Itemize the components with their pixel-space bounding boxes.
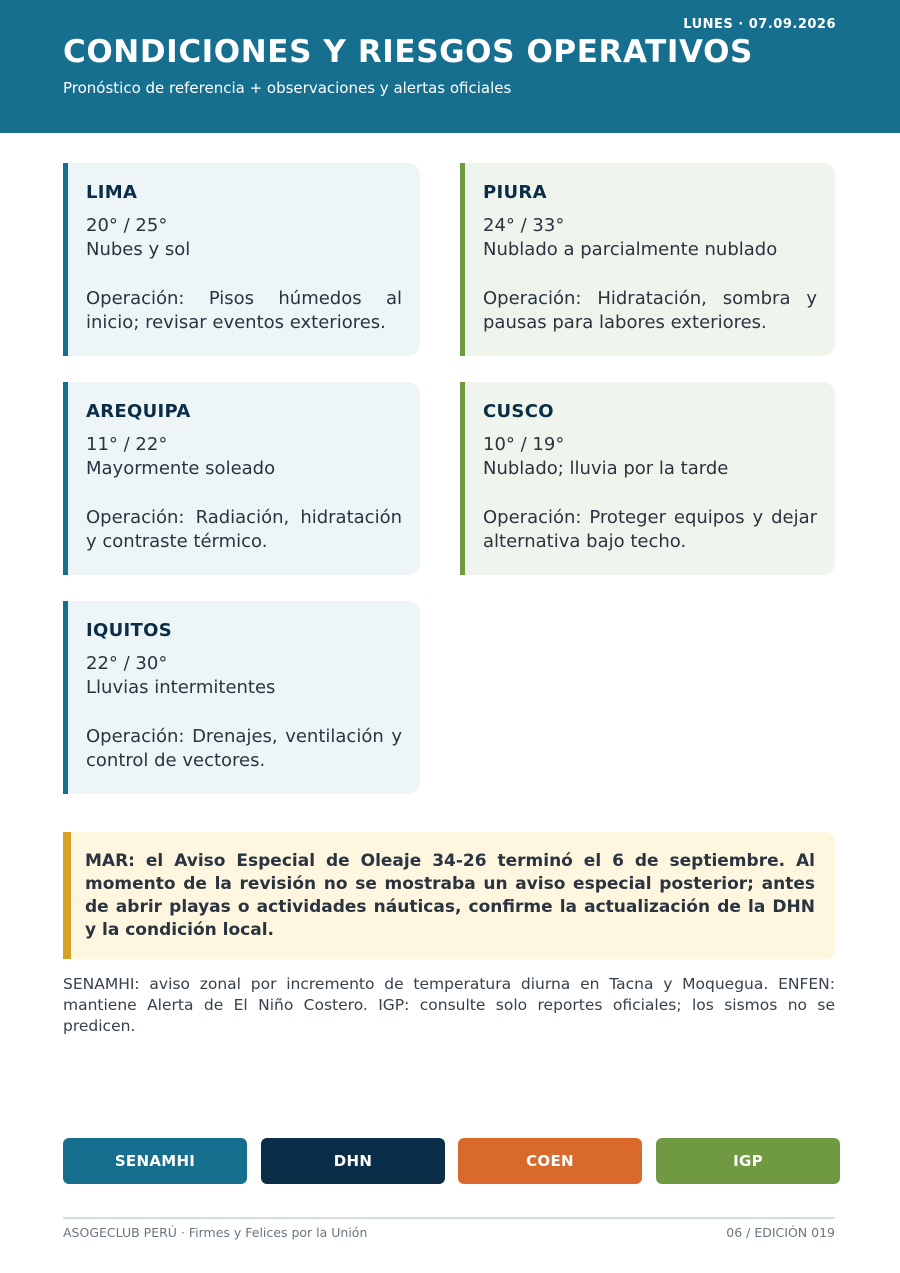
city-card-iquitos [63, 601, 420, 794]
city-name: CUSCO [483, 401, 554, 422]
city-name: AREQUIPA [86, 401, 191, 422]
city-card-lima [63, 163, 420, 356]
agencies-note: SENAMHI: aviso zonal por incremento de temperatura diurna en Tacna y Moquegua. ENFEN: mantiene Alerta de El Niño Costero. IGP: consulte solo reportes oficiales; los sismos no se predicen. [63, 975, 835, 1035]
city-condition: Nublado a parcialmente nublado [483, 239, 778, 260]
sea-alert-box [63, 832, 835, 959]
city-card-cusco [460, 382, 835, 575]
city-operation: Operación: Pisos húmedos al inicio; revisar eventos exteriores. [86, 288, 402, 333]
sea-alert-text: MAR: el Aviso Especial de Oleaje 34-26 terminó el 6 de septiembre. Al momento de la revisión no se mostraba un aviso especial posterior; antes de abrir playas o actividades náuticas, confirme la actualización de la DHN y la condición local. [85, 851, 815, 940]
city-name: IQUITOS [86, 620, 172, 641]
city-condition: Nublado; lluvia por la tarde [483, 458, 729, 479]
city-operation: Operación: Drenajes, ventilación y control de vectores. [86, 726, 402, 771]
city-name: LIMA [86, 182, 138, 203]
city-operation: Operación: Radiación, hidratación y contraste térmico. [86, 507, 402, 552]
city-temps: 11° / 22° [86, 434, 168, 455]
city-temps: 22° / 30° [86, 653, 168, 674]
page-header [0, 0, 900, 133]
dhn-button[interactable]: DHN [261, 1138, 445, 1184]
city-card-arequipa [63, 382, 420, 575]
city-condition: Nubes y sol [86, 239, 191, 260]
city-name: PIURA [483, 182, 547, 203]
coen-button[interactable]: COEN [458, 1138, 642, 1184]
city-condition: Lluvias intermitentes [86, 677, 276, 698]
page-title: CONDICIONES Y RIESGOS OPERATIVOS [63, 34, 753, 70]
city-condition: Mayormente soleado [86, 458, 276, 479]
igp-button[interactable]: IGP [656, 1138, 840, 1184]
footer-organization: ASOGECLUB PERÚ · Firmes y Felices por la Unión [63, 1225, 368, 1240]
footer-page-edition: 06 / EDICIÓN 019 [726, 1225, 835, 1240]
page-subtitle: Pronóstico de referencia + observaciones y alertas oficiales [63, 79, 512, 97]
city-operation: Operación: Hidratación, sombra y pausas para labores exteriores. [483, 288, 817, 333]
city-card-piura [460, 163, 835, 356]
city-temps: 10° / 19° [483, 434, 565, 455]
senamhi-button[interactable]: SENAMHI [63, 1138, 247, 1184]
footer-divider [63, 1217, 835, 1219]
city-temps: 20° / 25° [86, 215, 168, 236]
city-temps: 24° / 33° [483, 215, 565, 236]
city-operation: Operación: Proteger equipos y dejar alternativa bajo techo. [483, 507, 817, 552]
header-date: LUNES · 07.09.2026 [683, 17, 836, 32]
